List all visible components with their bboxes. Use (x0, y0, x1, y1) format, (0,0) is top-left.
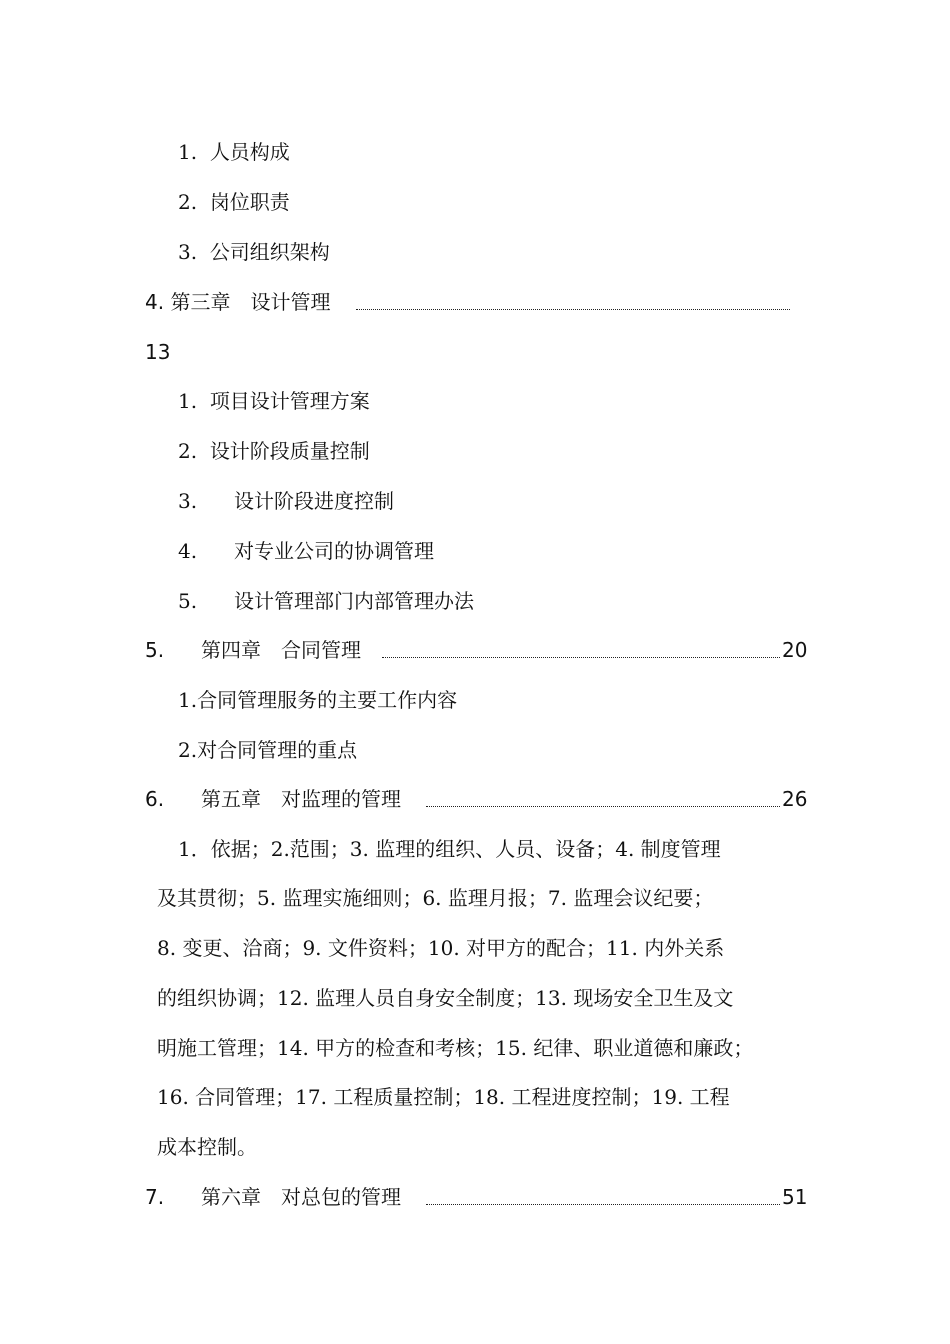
item-number: 1. (178, 140, 198, 164)
chapter-number: 7. (145, 1185, 165, 1209)
chapter-title: 第五章 对监理的管理 (201, 787, 401, 811)
paragraph-line: 的组织协调；12. 监理人员自身安全制度；13. 现场安全卫生及文 (157, 986, 734, 1010)
item-text: 对专业公司的协调管理 (234, 539, 434, 563)
chapter-title: 第三章 设计管理 (170, 290, 331, 314)
toc-subitem-org-structure[interactable] (178, 239, 330, 265)
chapter-page-number: 13 (145, 340, 171, 364)
toc-chapter-6[interactable] (145, 1184, 401, 1210)
chapter-title: 第六章 对总包的管理 (201, 1185, 401, 1209)
chapter-title: 第四章 合同管理 (201, 638, 361, 662)
leader-dots (426, 806, 780, 807)
toc-subitem-coordination[interactable] (178, 538, 434, 564)
chapter-number: 4. (145, 290, 165, 314)
item-number: 4. (178, 539, 198, 563)
toc-chapter-3[interactable] (145, 289, 795, 315)
paragraph-line: 明施工管理；14. 甲方的检查和考核；15. 纪律、职业道德和廉政； (157, 1036, 754, 1060)
leader-dots (426, 1204, 780, 1205)
paragraph-line: 8. 变更、洽商；9. 文件资料；10. 对甲方的配合；11. 内外关系 (157, 936, 725, 960)
item-text: 项目设计管理方案 (209, 389, 370, 413)
toc-chapter-4[interactable] (145, 637, 361, 663)
toc-subitem-design-schedule[interactable] (178, 488, 394, 514)
leader-dots (356, 309, 790, 310)
item-text: 公司组织架构 (209, 240, 330, 264)
leader-dots (382, 657, 780, 658)
chapter-page-number: 51 (782, 1185, 808, 1209)
item-number: 5. (178, 589, 198, 613)
item-number: 1. (178, 389, 198, 413)
chapter-page-number: 26 (782, 787, 808, 811)
item-text: 设计管理部门内部管理办法 (234, 589, 474, 613)
toc-subitem-contract-focus[interactable] (178, 737, 357, 763)
item-text: 设计阶段进度控制 (234, 489, 394, 513)
toc-subitem-personnel[interactable] (178, 139, 290, 165)
paragraph-line: 及其贯彻；5. 监理实施细则；6. 监理月报；7. 监理会议纪要； (157, 886, 714, 910)
toc-chapter-5[interactable] (145, 786, 401, 812)
toc-subitem-design-quality[interactable] (178, 438, 370, 464)
toc-subitem-duties[interactable] (178, 189, 290, 215)
item-text: 设计阶段质量控制 (209, 439, 370, 463)
paragraph-line: 1．依据；2.范围；3. 监理的组织、人员、设备；4. 制度管理 (178, 837, 721, 861)
item-text: 人员构成 (209, 140, 290, 164)
toc-subitem-design-plan[interactable] (178, 388, 370, 414)
item-text: 岗位职责 (209, 190, 290, 214)
item-number: 2. (178, 190, 198, 214)
chapter-number: 5. (145, 638, 165, 662)
paragraph-line: 成本控制。 (157, 1135, 257, 1159)
chapter-number: 6. (145, 787, 165, 811)
item-number: 2. (178, 439, 198, 463)
paragraph-line: 16. 合同管理；17. 工程质量控制；18. 工程进度控制；19. 工程 (157, 1085, 730, 1109)
chapter-page-number: 20 (782, 638, 808, 662)
item-text: 2.对合同管理的重点 (178, 738, 358, 762)
toc-subitem-contract-work[interactable] (178, 687, 457, 713)
toc-subitem-internal-management[interactable] (178, 588, 474, 614)
item-number: 3. (178, 240, 198, 264)
item-text: 1.合同管理服务的主要工作内容 (178, 688, 458, 712)
item-number: 3. (178, 489, 198, 513)
